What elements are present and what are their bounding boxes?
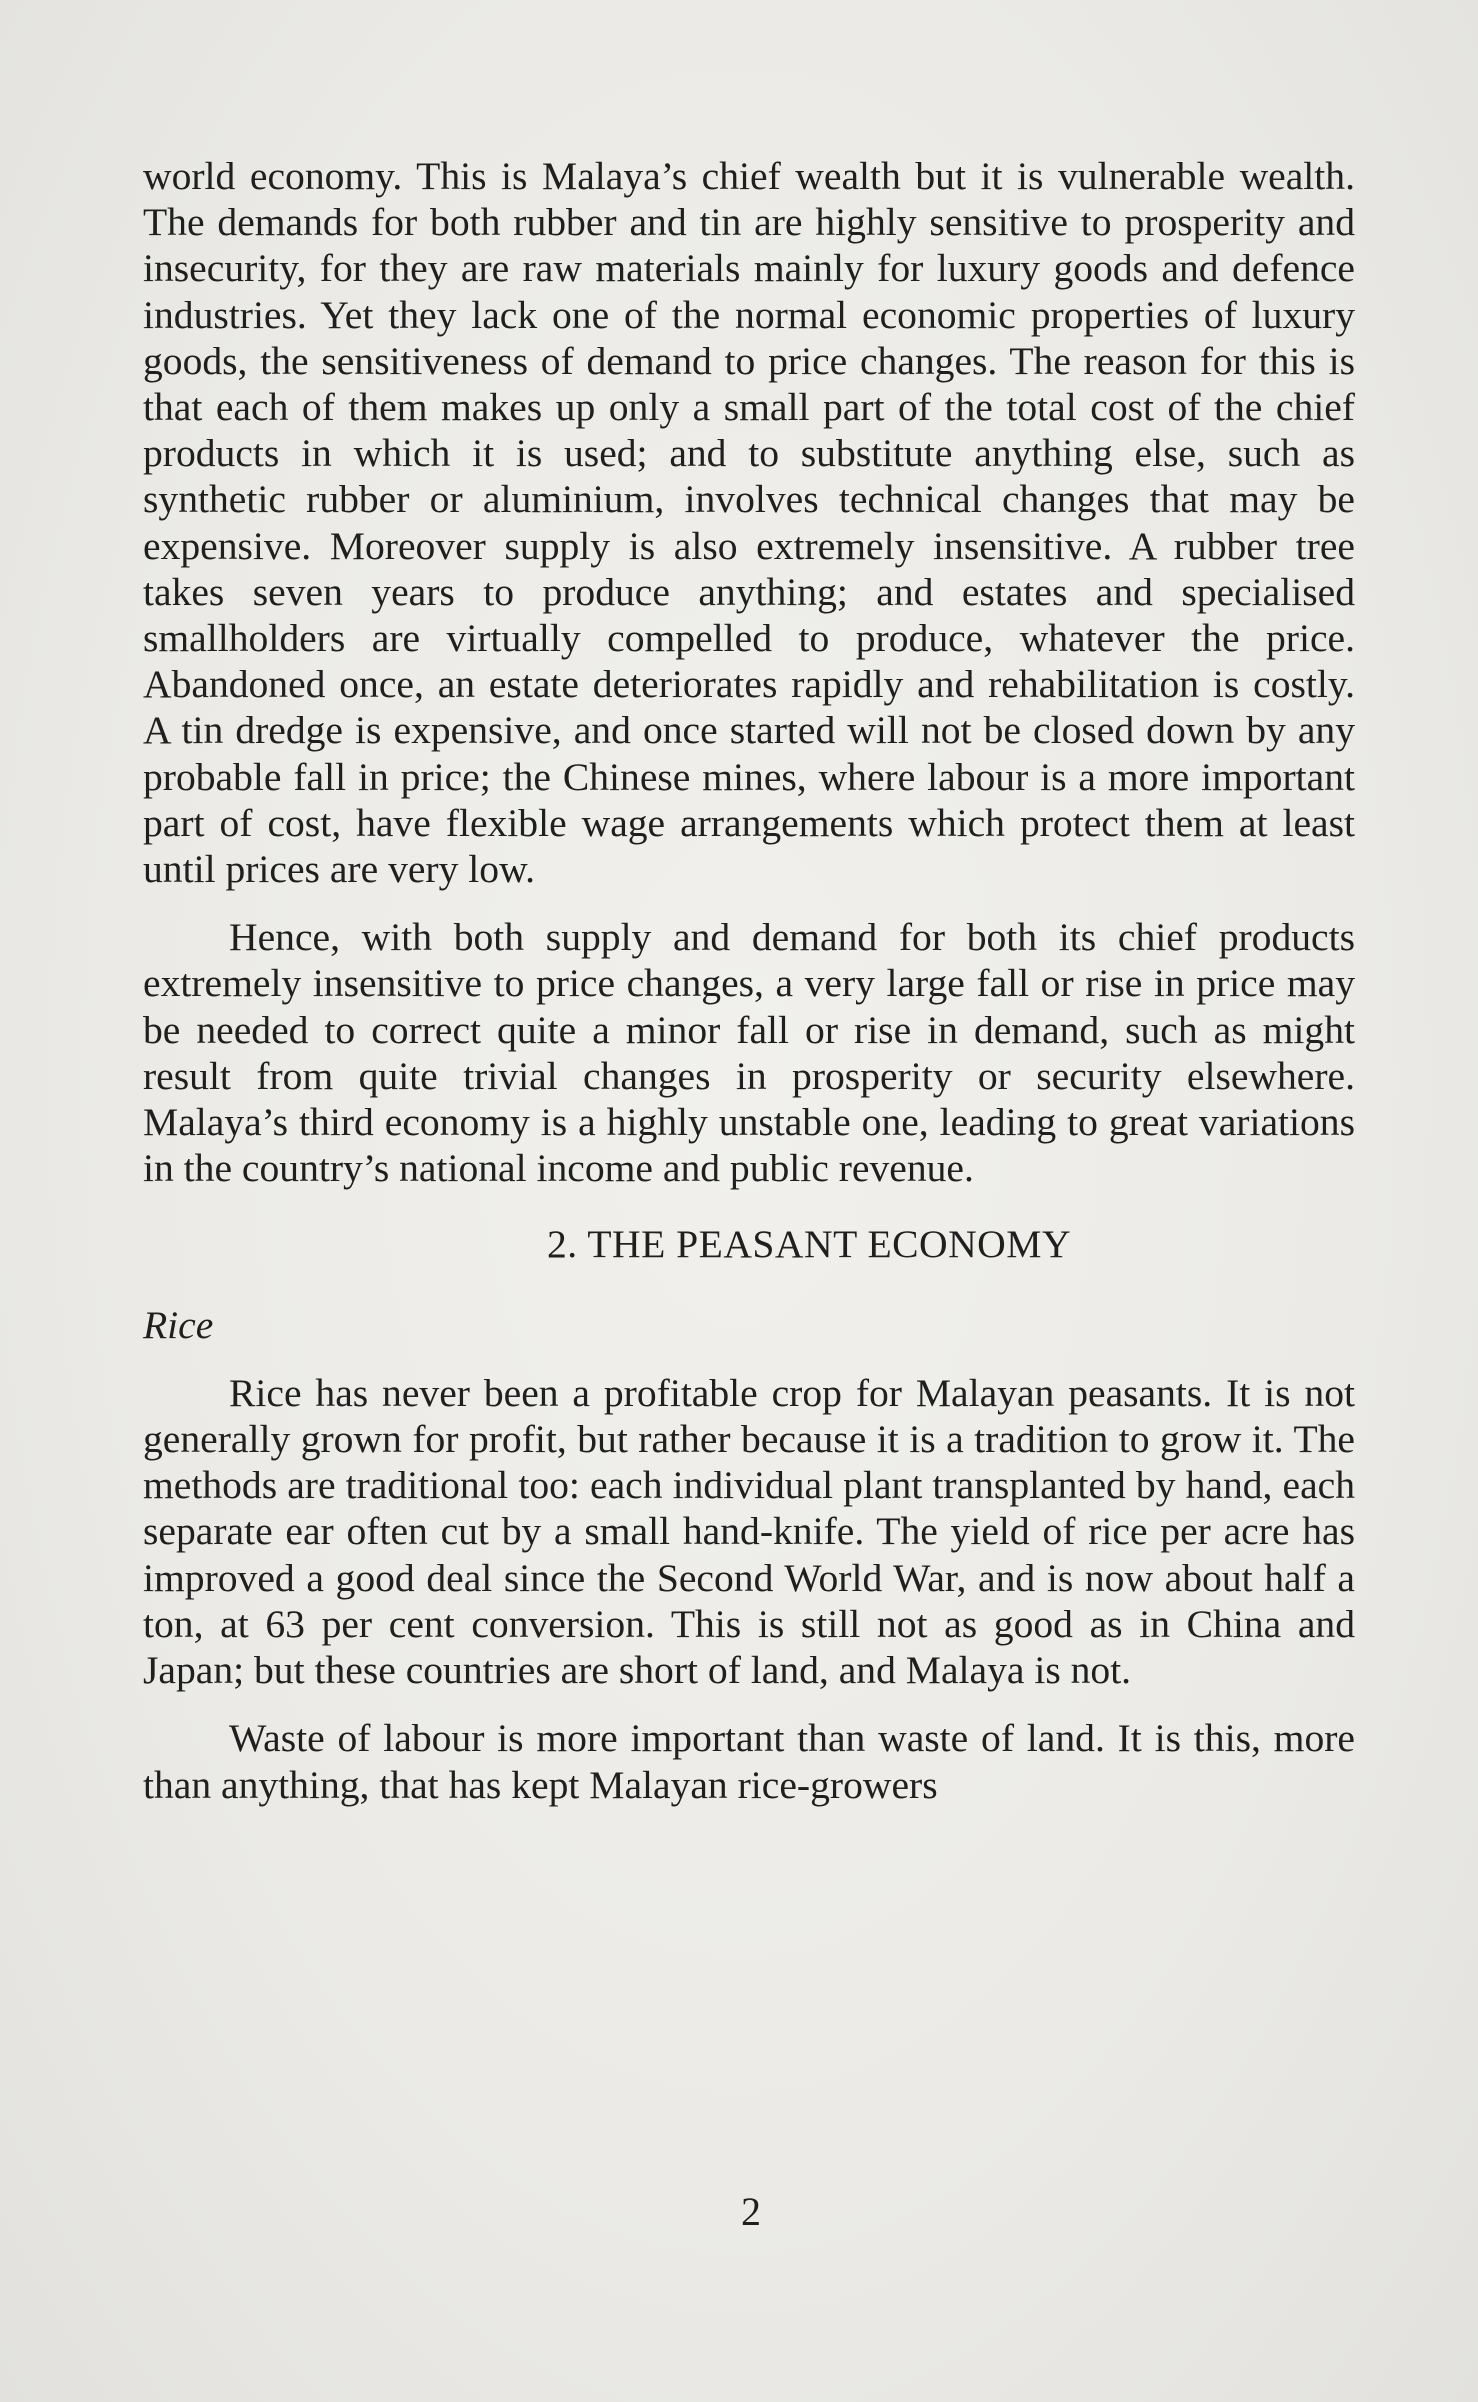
paragraph-hence: Hence, with both supply and demand for both its chief products extremely insensitive to price changes, a very large fall or rise in price may be needed to correct quite a minor fall or rise in demand, such as might result from quite trivial changes in prosperity or security elsewhere. Malaya’s third economy is a highly unstable one, leading to great variations in the country’s national income and public revenue.	[143, 915, 1355, 1191]
subheading-rice: Rice	[143, 1302, 214, 1347]
paragraph-world-economy: world economy. This is Malaya’s chief wealth but it is vulnerable wealth. The demands for both rubber and tin are highly sensitive to prosperity and insecurity, for they are raw materials mainly for luxury goods and defence industries. Yet they lack one of the normal economic properties of luxury goods, the sensitiveness of demand to price changes. The reason for this is that each of them makes up only a small part of the total cost of the chief products in which it is used; and to substitute anything else, such as synthetic rubber or aluminium, involves technical changes that may be expensive. Moreover supply is also extremely insensitive. A rubber tree takes seven years to produce anything; and estates and specialised smallholders are virtually compelled to produce, whatever the price. Abandoned once, an estate deteriorates rapidly and rehabilitation is costly. A tin dredge is expensive, and once started will not be closed down by any probable fall in price; the Chinese mines, where labour is a more important part of cost, have flexible wage arrangements which protect them at least until prices are very low.	[143, 154, 1355, 892]
paragraph-waste-of-labour: Waste of labour is more important than waste of land. It is this, more than anything, that has kept Malayan rice-growers	[143, 1716, 1355, 1807]
section-heading: 2. THE PEASANT ECONOMY	[546, 1222, 1072, 1267]
page-number: 2	[741, 2189, 761, 2234]
paragraph-rice: Rice has never been a profitable crop for Malayan peasants. It is not generally grown for profit, but rather because it is a tradition to grow it. The methods are traditional too: each individual plant transplanted by hand, each separate ear often cut by a small hand-knife. The yield of rice per acre has improved a good deal since the Second World War, and is now about half a ton, at 63 per cent conversion. This is still not as good as in China and Japan; but these countries are short of land, and Malaya is not.	[143, 1370, 1355, 1693]
body-text	[143, 153, 1355, 1808]
